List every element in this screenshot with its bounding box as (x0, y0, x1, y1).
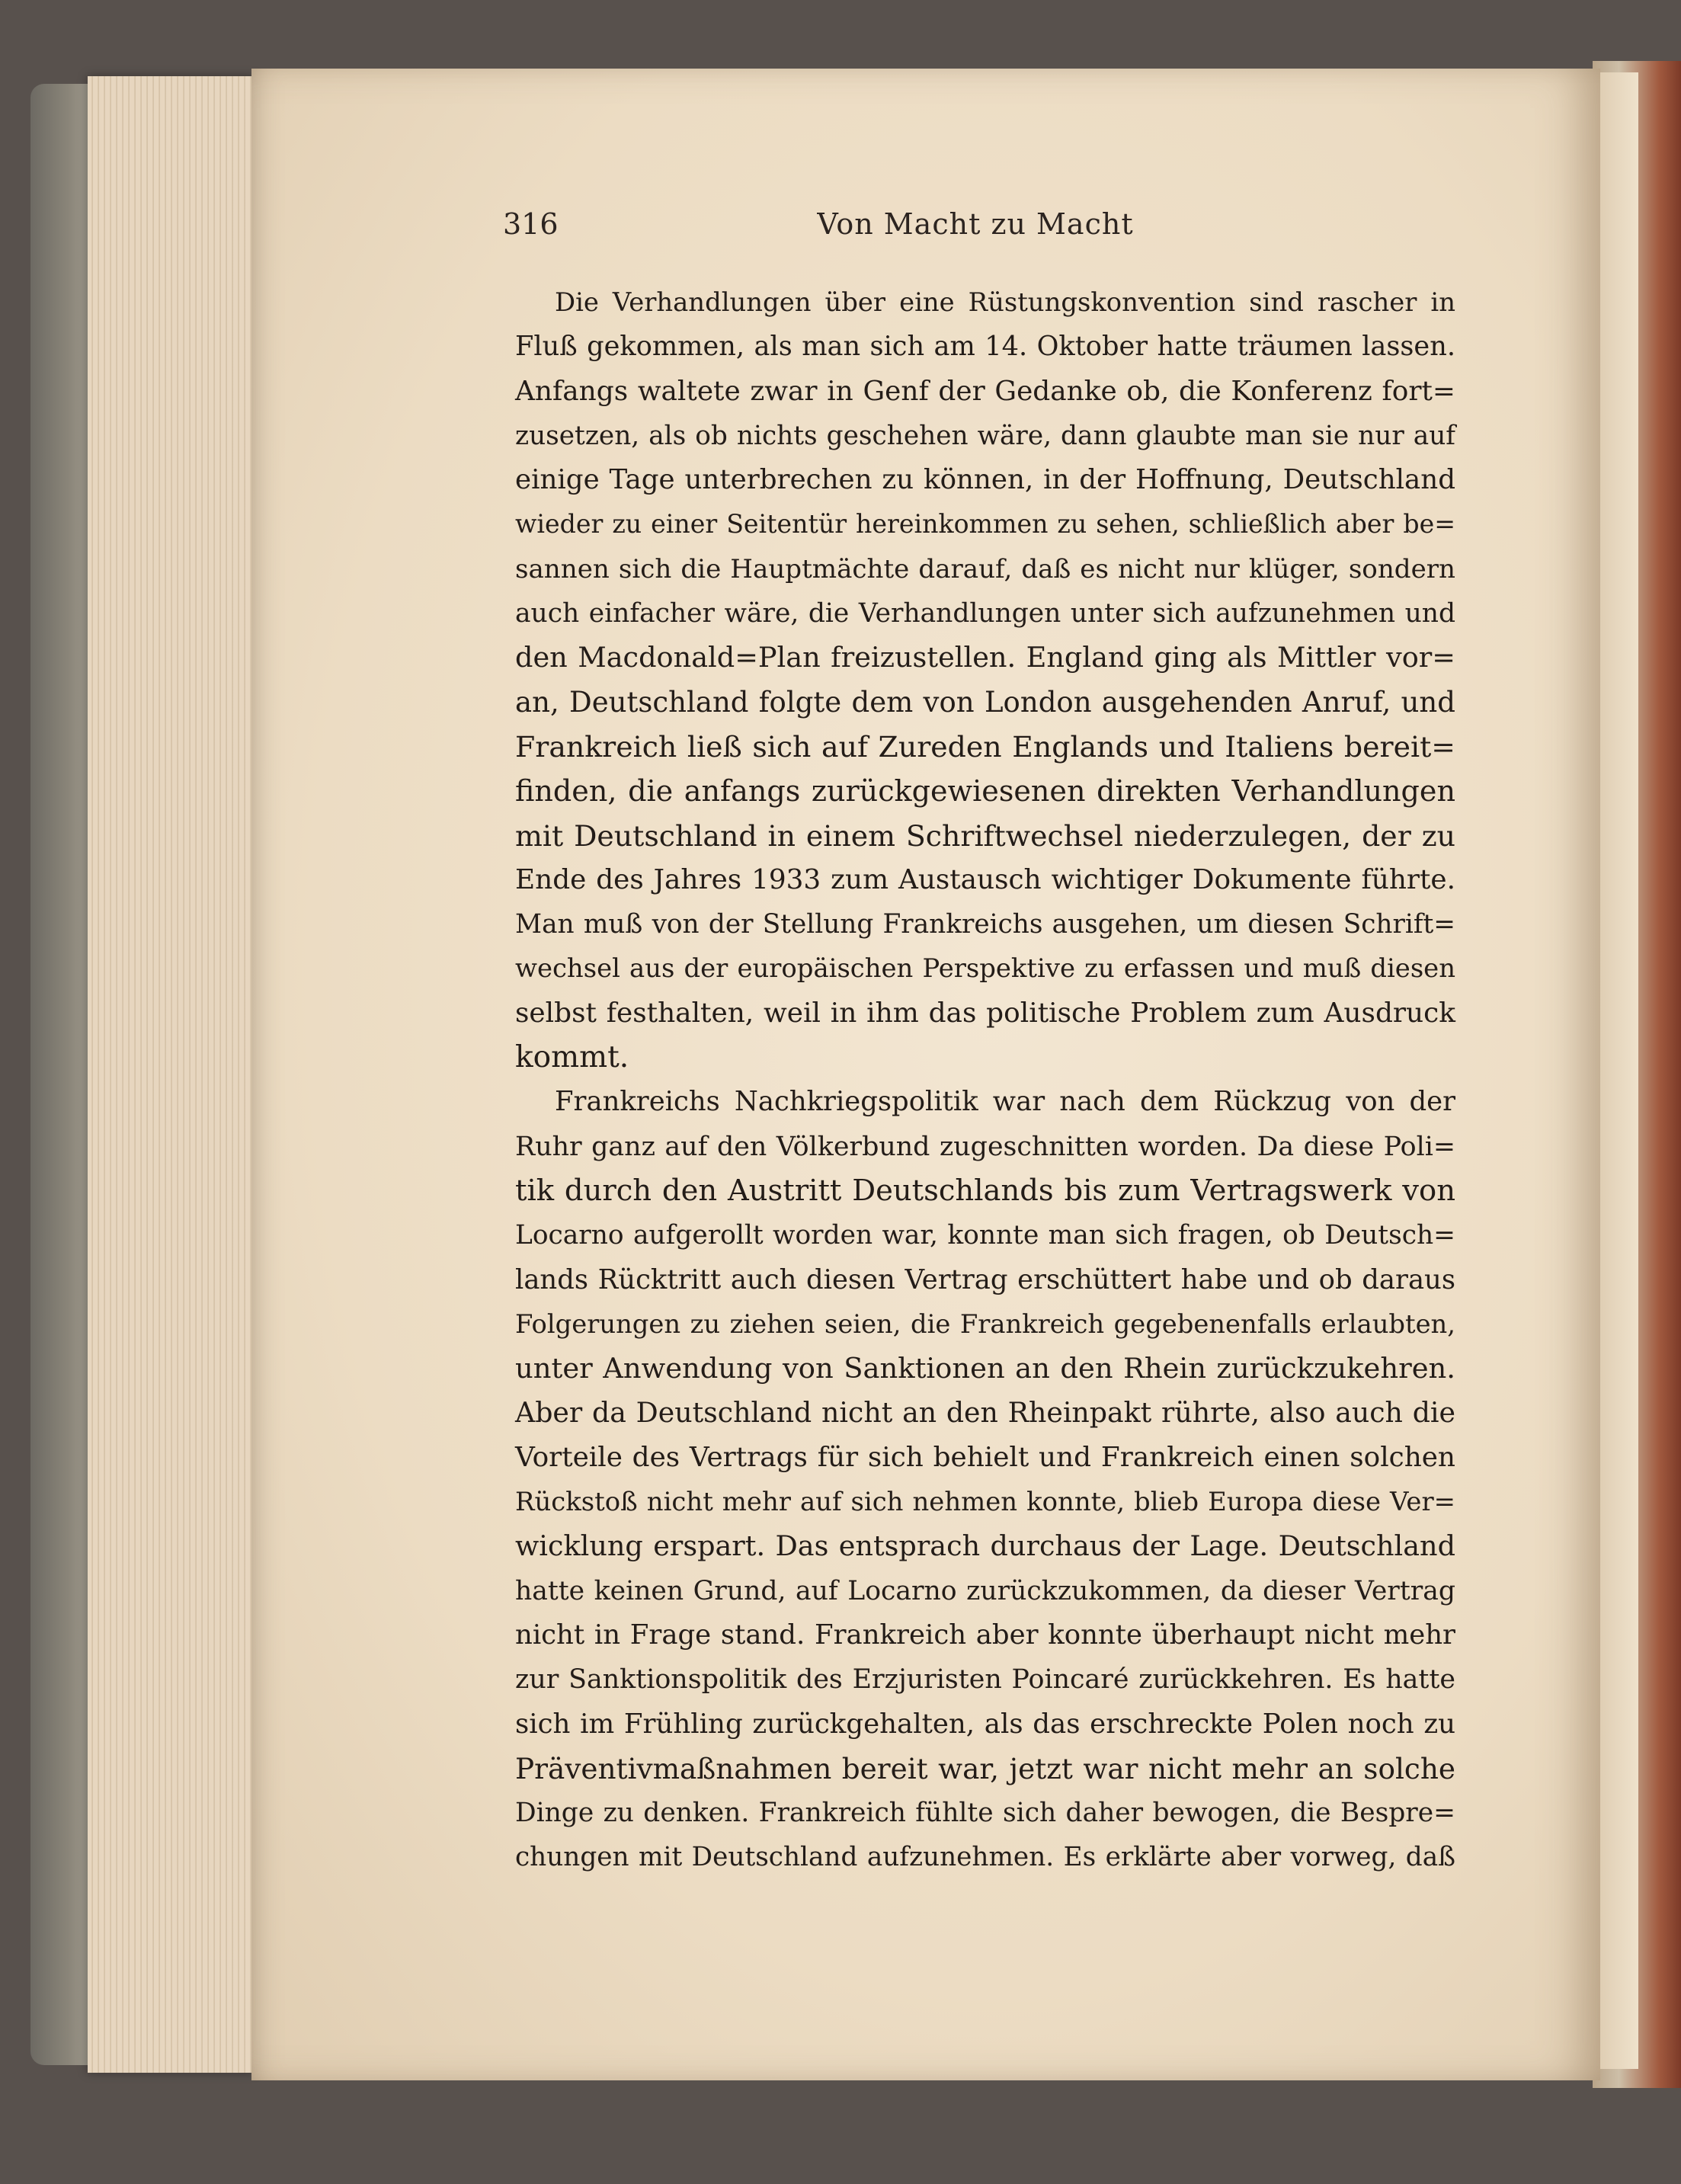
text-line: Die Verhandlungen über eine Rüstungskonvention sind rascher in (555, 287, 1455, 317)
text-line: den Macdonald=Plan freizustellen. England ging als Mittler vor= (515, 641, 1455, 674)
text-line: Frankreichs Nachkriegspolitik war nach dem Rückzug von der (555, 1086, 1455, 1118)
text-line: wieder zu einer Seitentür hereinkommen zu sehen, schließlich aber be= (515, 509, 1455, 540)
text-line: Folgerungen zu ziehen seien, die Frankreich gegebenenfalls erlaubten, (515, 1308, 1455, 1339)
text-line: zusetzen, als ob nichts geschehen wäre, dann glaubte man sie nur auf (515, 420, 1455, 451)
text-line: chungen mit Deutschland aufzunehmen. Es erklärte aber vorweg, daß (515, 1842, 1455, 1873)
text-line: mit Deutschland in einem Schriftwechsel niederzulegen, der zu (515, 818, 1455, 853)
text-line: sannen sich die Hauptmächte darauf, daß es nicht nur klüger, sondern (515, 553, 1455, 584)
text-line: wicklung erspart. Das entsprach durchaus der Lage. Deutschland (515, 1529, 1455, 1563)
text-line: Man muß von der Stellung Frankreichs ausgehen, um diesen Schrift= (515, 909, 1455, 940)
text-line: Ende des Jahres 1933 zum Austausch wichtiger Dokumente führte. (515, 863, 1455, 895)
text-line: Vorteile des Vertrags für sich behielt und Frankreich einen solchen (515, 1441, 1455, 1473)
text-line: Frankreich ließ sich auf Zureden Englands und Italiens bereit= (515, 729, 1455, 764)
text-line: Rückstoß nicht mehr auf sich nehmen konnte, blieb Europa diese Ver= (515, 1487, 1455, 1517)
text-line: kommt. (515, 1040, 629, 1075)
text-line: an, Deutschland folgte dem von London ausgehenden Anruf, und (515, 685, 1455, 719)
page-number: 316 (503, 207, 559, 241)
running-head (503, 207, 1448, 253)
text-line: auch einfacher wäre, die Verhandlungen unter sich aufzunehmen und (515, 598, 1455, 629)
paragraph-2 (515, 1080, 1455, 1879)
text-line: Fluß gekommen, als man sich am 14. Oktober hatte träumen lassen. (515, 331, 1455, 363)
text-line: einige Tage unterbrechen zu können, in der Hoffnung, Deutschland (515, 464, 1455, 496)
running-title: Von Macht zu Macht (817, 207, 1134, 241)
text-line: tik durch den Austritt Deutschlands bis zum Vertragswerk von (515, 1173, 1455, 1208)
text-line: Aber da Deutschland nicht an den Rheinpakt rührte, also auch die (515, 1396, 1455, 1430)
page-edges (88, 76, 255, 2073)
text-line: Anfangs waltete zwar in Genf der Gedanke ob, die Konferenz fort= (515, 375, 1455, 407)
text-line: unter Anwendung von Sanktionen an den Rhein zurückzukehren. (515, 1352, 1455, 1385)
text-line: zur Sanktionspolitik des Erzjuristen Poincaré zurückkehren. Es hatte (515, 1664, 1455, 1696)
text-line: hatte keinen Grund, auf Locarno zurückzukommen, da dieser Vertrag (515, 1575, 1455, 1606)
text-line: nicht in Frage stand. Frankreich aber konnte überhaupt nicht mehr (515, 1619, 1455, 1651)
text-line: finden, die anfangs zurückgewiesenen direkten Verhandlungen (515, 774, 1455, 809)
text-line: Präventivmaßnahmen bereit war, jetzt war nicht mehr an solche (515, 1751, 1455, 1785)
text-line: sich im Frühling zurückgehalten, als das erschreckte Polen noch zu (515, 1708, 1455, 1740)
text-line: Dinge zu denken. Frankreich fühlte sich daher bewogen, die Bespre= (515, 1798, 1455, 1829)
text-line: lands Rücktritt auch diesen Vertrag erschüttert habe und ob daraus (515, 1263, 1455, 1295)
text-line: Locarno aufgerollt worden war, konnte man sich fragen, ob Deutsch= (515, 1220, 1455, 1251)
text-line: Ruhr ganz auf den Völkerbund zugeschnitten worden. Da diese Poli= (515, 1131, 1455, 1162)
text-line: wechsel aus der europäischen Perspektive zu erfassen und muß diesen (515, 953, 1455, 984)
text-line: selbst festhalten, weil in ihm das politische Problem zum Ausdruck (515, 997, 1455, 1029)
body-text (515, 280, 1455, 1880)
paragraph-1 (515, 280, 1455, 1080)
